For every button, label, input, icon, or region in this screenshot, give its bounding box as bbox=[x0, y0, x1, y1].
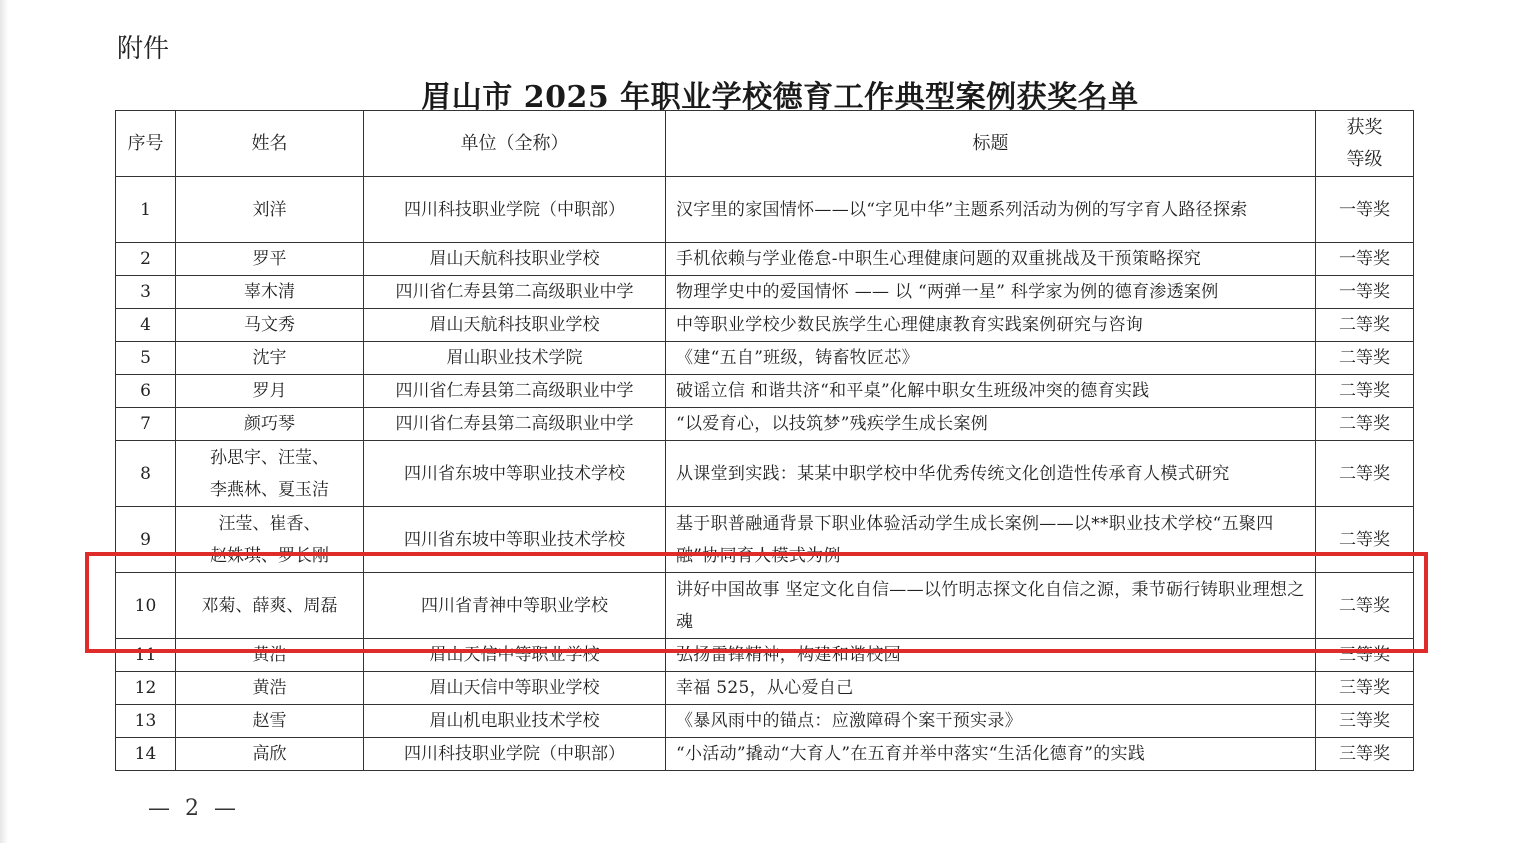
cell-award: 三等奖 bbox=[1316, 672, 1414, 705]
cell-name-line1: 汪莹、崔香、 bbox=[218, 513, 321, 534]
cell-name: 黄浩 bbox=[176, 639, 364, 672]
cell-award: 一等奖 bbox=[1316, 243, 1414, 276]
cell-award: 二等奖 bbox=[1316, 408, 1414, 441]
cell-name: 刘洋 bbox=[176, 177, 364, 243]
table-row bbox=[116, 705, 1414, 738]
table-row bbox=[116, 639, 1414, 672]
cell-award: 三等奖 bbox=[1316, 738, 1414, 771]
cell-unit: 四川省仁寿县第二高级职业中学 bbox=[364, 408, 666, 441]
cell-title: 手机依赖与学业倦怠-中职生心理健康问题的双重挑战及干预策略探究 bbox=[666, 243, 1316, 276]
cell-award: 二等奖 bbox=[1316, 309, 1414, 342]
document-title: 眉山市 2025 年职业学校德育工作典型案例获奖名单 bbox=[421, 80, 1139, 115]
table-row bbox=[116, 276, 1414, 309]
cell-title: 弘扬雷锋精神，构建和谐校园 bbox=[666, 639, 1316, 672]
cell-unit: 四川省东坡中等职业技术学校 bbox=[364, 441, 666, 507]
table-row bbox=[116, 738, 1414, 771]
cell-title: 从课堂到实践：某某中职学校中华优秀传统文化创造性传承育人模式研究 bbox=[666, 441, 1316, 507]
cell-title: 幸福 525，从心爱自己 bbox=[666, 672, 1316, 705]
cell-unit: 眉山天信中等职业学校 bbox=[364, 672, 666, 705]
header-title: 标题 bbox=[666, 111, 1316, 177]
cell-title: “小活动”撬动“大育人”在五育并举中落实“生活化德育”的实践 bbox=[666, 738, 1316, 771]
cell-award: 二等奖 bbox=[1316, 441, 1414, 507]
cell-unit: 眉山职业技术学院 bbox=[364, 342, 666, 375]
table-row bbox=[116, 573, 1414, 639]
cell-title: 讲好中国故事 坚定文化自信——以竹明志探文化自信之源，秉节砺行铸职业理想之魂 bbox=[666, 573, 1316, 639]
cell-name: 辜木清 bbox=[176, 276, 364, 309]
cell-title: 中等职业学校少数民族学生心理健康教育实践案例研究与咨询 bbox=[666, 309, 1316, 342]
cell-unit: 眉山天航科技职业学校 bbox=[364, 309, 666, 342]
header-award-line2: 等级 bbox=[1346, 148, 1383, 170]
cell-award: 二等奖 bbox=[1316, 507, 1414, 573]
table-row bbox=[116, 441, 1414, 507]
cell-name: 罗月 bbox=[176, 375, 364, 408]
attachment-label: 附件 bbox=[117, 34, 170, 64]
cell-award: 二等奖 bbox=[1316, 342, 1414, 375]
cell-no: 12 bbox=[116, 672, 176, 705]
scan-edge-shadow bbox=[0, 0, 8, 843]
cell-no: 5 bbox=[116, 342, 176, 375]
header-unit: 单位（全称） bbox=[364, 111, 666, 177]
cell-no: 14 bbox=[116, 738, 176, 771]
table-row bbox=[116, 375, 1414, 408]
cell-title: 破谣立信 和谐共济“和平桌”化解中职女生班级冲突的德育实践 bbox=[666, 375, 1316, 408]
cell-no: 9 bbox=[116, 507, 176, 573]
cell-name: 罗平 bbox=[176, 243, 364, 276]
table-row bbox=[116, 342, 1414, 375]
cell-name: 赵雪 bbox=[176, 705, 364, 738]
cell-unit: 眉山机电职业技术学校 bbox=[364, 705, 666, 738]
cell-name bbox=[176, 441, 364, 507]
cell-unit: 眉山天航科技职业学校 bbox=[364, 243, 666, 276]
table-header-row bbox=[116, 111, 1414, 177]
cell-name: 邓菊、薛爽、周磊 bbox=[176, 573, 364, 639]
cell-unit: 四川省仁寿县第二高级职业中学 bbox=[364, 276, 666, 309]
cell-award: 三等奖 bbox=[1316, 705, 1414, 738]
header-award-line1: 获奖 bbox=[1346, 116, 1383, 138]
cell-title: 汉字里的家国情怀——以“字见中华”主题系列活动为例的写字育人路径探索 bbox=[666, 177, 1316, 243]
cell-unit: 眉山天信中等职业学校 bbox=[364, 639, 666, 672]
cell-name: 黄浩 bbox=[176, 672, 364, 705]
cell-award: 二等奖 bbox=[1316, 375, 1414, 408]
cell-name: 沈宇 bbox=[176, 342, 364, 375]
table-row bbox=[116, 243, 1414, 276]
cell-no: 10 bbox=[116, 573, 176, 639]
cell-award: 三等奖 bbox=[1316, 639, 1414, 672]
cell-name: 高欣 bbox=[176, 738, 364, 771]
cell-unit: 四川科技职业学院（中职部） bbox=[364, 738, 666, 771]
cell-no: 2 bbox=[116, 243, 176, 276]
cell-award: 一等奖 bbox=[1316, 276, 1414, 309]
cell-title: 物理学史中的爱国情怀 —— 以 “两弹一星” 科学家为例的德育渗透案例 bbox=[666, 276, 1316, 309]
cell-name: 马文秀 bbox=[176, 309, 364, 342]
cell-no: 8 bbox=[116, 441, 176, 507]
cell-unit: 四川科技职业学院（中职部） bbox=[364, 177, 666, 243]
cell-name-line2: 赵姝琪、罗长刚 bbox=[210, 545, 329, 566]
cell-no: 1 bbox=[116, 177, 176, 243]
cell-title: “以爱育心，以技筑梦”残疾学生成长案例 bbox=[666, 408, 1316, 441]
cell-unit: 四川省仁寿县第二高级职业中学 bbox=[364, 375, 666, 408]
table-row bbox=[116, 309, 1414, 342]
cell-no: 7 bbox=[116, 408, 176, 441]
table-row bbox=[116, 408, 1414, 441]
header-name: 姓名 bbox=[176, 111, 364, 177]
cell-no: 11 bbox=[116, 639, 176, 672]
cell-no: 13 bbox=[116, 705, 176, 738]
header-no: 序号 bbox=[116, 111, 176, 177]
cell-unit: 四川省青神中等职业学校 bbox=[364, 573, 666, 639]
cell-name bbox=[176, 507, 364, 573]
table-row bbox=[116, 507, 1414, 573]
page-number: — 2 — bbox=[148, 796, 240, 821]
header-award bbox=[1316, 111, 1414, 177]
cell-title: 《暴风雨中的锚点：应激障碍个案干预实录》 bbox=[666, 705, 1316, 738]
cell-name: 颜巧琴 bbox=[176, 408, 364, 441]
cell-no: 4 bbox=[116, 309, 176, 342]
cell-name-line2: 李燕林、夏玉洁 bbox=[210, 479, 329, 500]
cell-unit: 四川省东坡中等职业技术学校 bbox=[364, 507, 666, 573]
table-row bbox=[116, 177, 1414, 243]
cell-title: 《建“五自”班级，铸畜牧匠芯》 bbox=[666, 342, 1316, 375]
cell-name-line1: 孙思宇、汪莹、 bbox=[210, 447, 329, 468]
cell-no: 3 bbox=[116, 276, 176, 309]
cell-award: 一等奖 bbox=[1316, 177, 1414, 243]
cell-title: 基于职普融通背景下职业体验活动学生成长案例——以**职业技术学校“五聚四融”协同育人模式为例 bbox=[666, 507, 1316, 573]
awards-table bbox=[115, 110, 1414, 771]
cell-no: 6 bbox=[116, 375, 176, 408]
table-row bbox=[116, 672, 1414, 705]
cell-award: 二等奖 bbox=[1316, 573, 1414, 639]
